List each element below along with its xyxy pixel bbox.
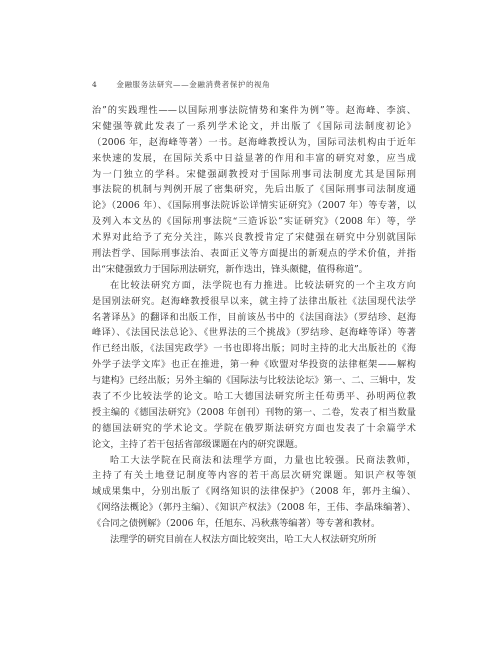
text-line: 来快速的发展，在国际关系中日益显著的作用和丰富的研究对象，应当成: [92, 152, 416, 164]
text-line: 是国别法研究。赵海峰教授很早以来，就主持了法律出版社《法国现代法学: [92, 295, 416, 307]
text-line: 出“宋健强致力于国际刑法研究，新作迭出，锋头颇健，值得称道”。: [92, 263, 368, 275]
paragraph: [92, 532, 416, 548]
text-line: 刑法哲学、国际刑事法治、表面正义等方面提出的新观点的学术价值，并指: [92, 248, 416, 260]
text-line: 术界对此给予了充分关注，陈兴良教授肯定了宋健强在研究中分别就国际: [92, 232, 416, 244]
paragraph: [92, 103, 416, 278]
text-line: 名著译丛》的翻译和出版工作，目前该丛书中的《法国商法》（罗结珍、赵海: [92, 311, 416, 323]
paragraph: [92, 278, 416, 453]
text-line: 事法院的机制与判例开展了密集研究，先后出版了《国际刑事司法制度通: [92, 184, 416, 196]
text-line: 论文，主持了若干包括省部级课题在内的研究课题。: [92, 438, 304, 450]
text-line: 作已经出版，《法国宪政学》一书也即将出版；同时主持的北大出版社的《海: [92, 343, 416, 355]
text-line: 主持了有关土地登记制度等内容的若干高层次研究课题。知识产权等领: [92, 470, 416, 482]
body-text: [92, 103, 416, 548]
text-line: 授主编的《德国法研究》（2008 年创刊）刊物的第一、二卷，发表了相当数量: [92, 406, 416, 418]
text-line: 的德国法研究的学术论文。学院在俄罗斯法研究方面也发表了十余篇学术: [92, 422, 416, 434]
text-line: 峰译）、《法国民法总论》、《世界法的三个挑战》（罗结珍、赵海峰等译）等著: [92, 327, 416, 339]
running-title: 金融服务法研究——金融消费者保护的视角: [116, 80, 271, 89]
text-line: 为一门独立的学科。宋健强副教授对于国际刑事司法制度尤其是国际刑: [92, 168, 416, 180]
text-line: 及列入本文丛的《国际刑事法院“三造诉讼”实证研究》（2008 年）等，学: [92, 216, 416, 228]
text-line: 《合同之债例解》（2006 年，任旭东、冯秋燕等编著）等专著和教材。: [92, 518, 381, 530]
text-line: 域成果集中，分别出版了《网络知识的法律保护》（2008 年，郭丹主编）、: [92, 486, 416, 498]
text-line: 论》（2006 年）、《国际刑事法院诉讼详情实证研究》（2007 年）等专著，以: [92, 200, 416, 212]
text-line: 《网络法概论》（郭丹主编）、《知识产权法》（2008 年，王伟、李晶珠编著）、: [92, 502, 416, 514]
text-line: 哈工大法学院在民商法和法理学方面，力量也比较强。民商法教师，: [110, 454, 416, 466]
text-line: 外学子法学文库》也正在推进，第一种《欧盟对华投资的法律框架——解构: [92, 359, 416, 371]
text-line: 与建构》已经出版；另外主编的《国际法与比较法论坛》第一、二、三辑中，发: [92, 375, 416, 387]
page-number: 4: [92, 80, 98, 89]
text-line: 宋健强等就此发表了一系列学术论文，并出版了《国际司法制度初论》: [92, 120, 416, 132]
paragraph: [92, 453, 416, 532]
text-line: 表了不少比较法学的论文。哈工大德国法研究所主任苟勇平、孙明两位教: [92, 391, 416, 403]
text-line: 治”的实践理性——以国际刑事法院情势和案件为例”等。赵海峰、李滨、: [92, 105, 416, 116]
text-line: 法理学的研究目前在人权法方面比较突出，哈工大人权法研究所所: [110, 534, 377, 546]
text-line: （2006 年，赵海峰等著）一书。赵海峰教授认为，国际司法机构由于近年: [92, 136, 416, 148]
running-header: [92, 79, 270, 90]
text-line: 在比较法研究方面，法学院也有力推进。比较法研究的一个主攻方向: [110, 279, 416, 291]
